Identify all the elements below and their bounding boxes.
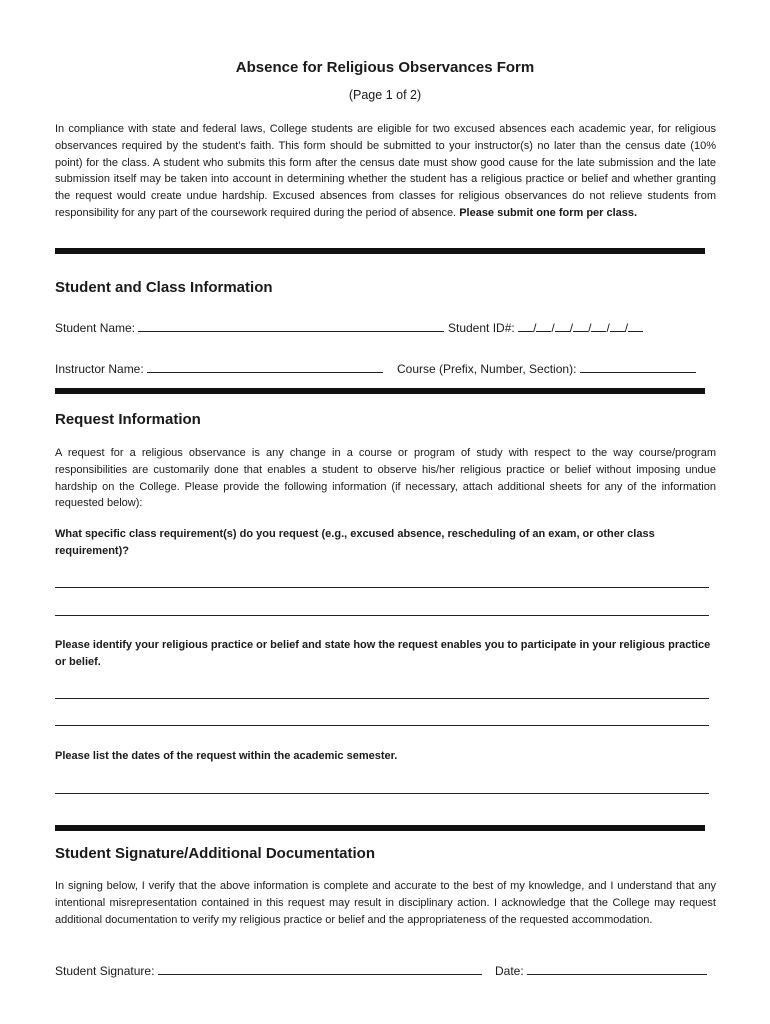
question-request-dates: Please list the dates of the request within the academic semester. xyxy=(55,750,398,762)
student-section-heading: Student and Class Information xyxy=(55,279,273,296)
answer-line[interactable] xyxy=(55,793,709,794)
signature-statement: In signing below, I verify that the above information is complete and accurate to the best of my knowledge, and I understand that any intentional misrepresentation contained in this request may result in disciplinary action. I acknowledge that the College may request additional documentation to verify my religious practice or belief and the appropriateness of the requested accommodation. xyxy=(55,880,716,926)
course-field[interactable] xyxy=(397,360,696,376)
student-id-label: Student ID#: xyxy=(448,321,515,335)
date-label: Date: xyxy=(495,964,524,978)
student-id-segment[interactable] xyxy=(573,319,588,332)
request-description: A request for a religious observance is any change in a course or program of study with respect to the way course/program responsibilities are customarily done that enables a student to observe his/her religious practice or belief without imposing undue hardship on the College. Please provide the following information (if necessary, attach additional sheets for any of the information requested below): xyxy=(55,447,716,510)
section-divider xyxy=(55,248,705,254)
student-id-segment[interactable] xyxy=(610,319,625,332)
student-name-label: Student Name: xyxy=(55,321,136,335)
student-id-segment[interactable] xyxy=(591,319,606,332)
date-input-line[interactable] xyxy=(527,962,707,975)
student-name-field[interactable] xyxy=(55,319,444,335)
section-divider xyxy=(55,388,705,394)
answer-line[interactable] xyxy=(55,587,709,588)
student-signature-field[interactable] xyxy=(55,962,482,978)
form-title: Absence for Religious Observances Form xyxy=(235,59,535,76)
page-indicator: (Page 1 of 2) xyxy=(348,88,422,102)
instructor-name-label: Instructor Name: xyxy=(55,362,144,376)
student-id-segment[interactable] xyxy=(536,319,551,332)
student-name-input-line[interactable] xyxy=(138,319,444,332)
student-signature-input-line[interactable] xyxy=(158,962,482,975)
intro-text: In compliance with state and federal laws, College students are eligible for two excused absences each academic year, for religious observances required by the student’s faith. This form should be submitted to your instructor(s) no later than the census date (10% point) for the class. A student who submits this form after the census date must show good cause for the late submission and the late submission itself may be taken into account in determining whether the student has a religious practice or belief and whether granting the request would create undue hardship. Excused absences from classes for religious observances do not relieve students from responsibility for any part of the coursework required during the period of absence. xyxy=(55,123,716,219)
signature-section-heading: Student Signature/Additional Documentation xyxy=(55,845,375,862)
intro-paragraph xyxy=(55,121,716,222)
date-field[interactable] xyxy=(495,962,707,978)
question-religious-practice: Please identify your religious practice or belief and state how the request enables you to participate in your religious practice or belief. xyxy=(55,639,711,668)
instructor-name-field[interactable] xyxy=(55,360,383,376)
student-id-segment[interactable] xyxy=(518,319,533,332)
section-divider xyxy=(55,825,705,831)
answer-line[interactable] xyxy=(55,698,709,699)
answer-line[interactable] xyxy=(55,615,709,616)
student-id-field[interactable]: Student ID#: / / / / / / xyxy=(448,319,643,335)
instructor-name-input-line[interactable] xyxy=(147,360,383,373)
request-section-heading: Request Information xyxy=(55,411,201,428)
course-label: Course (Prefix, Number, Section): xyxy=(397,362,577,376)
student-id-segment[interactable] xyxy=(628,319,643,332)
answer-line[interactable] xyxy=(55,725,709,726)
intro-emphasis: Please submit one form per class. xyxy=(459,206,638,219)
student-id-segment[interactable] xyxy=(555,319,570,332)
course-input-line[interactable] xyxy=(580,360,696,373)
student-signature-label: Student Signature: xyxy=(55,964,155,978)
question-class-requirement: What specific class requirement(s) do you request (e.g., excused absence, rescheduling of an exam, or other class requirement)? xyxy=(55,528,655,557)
